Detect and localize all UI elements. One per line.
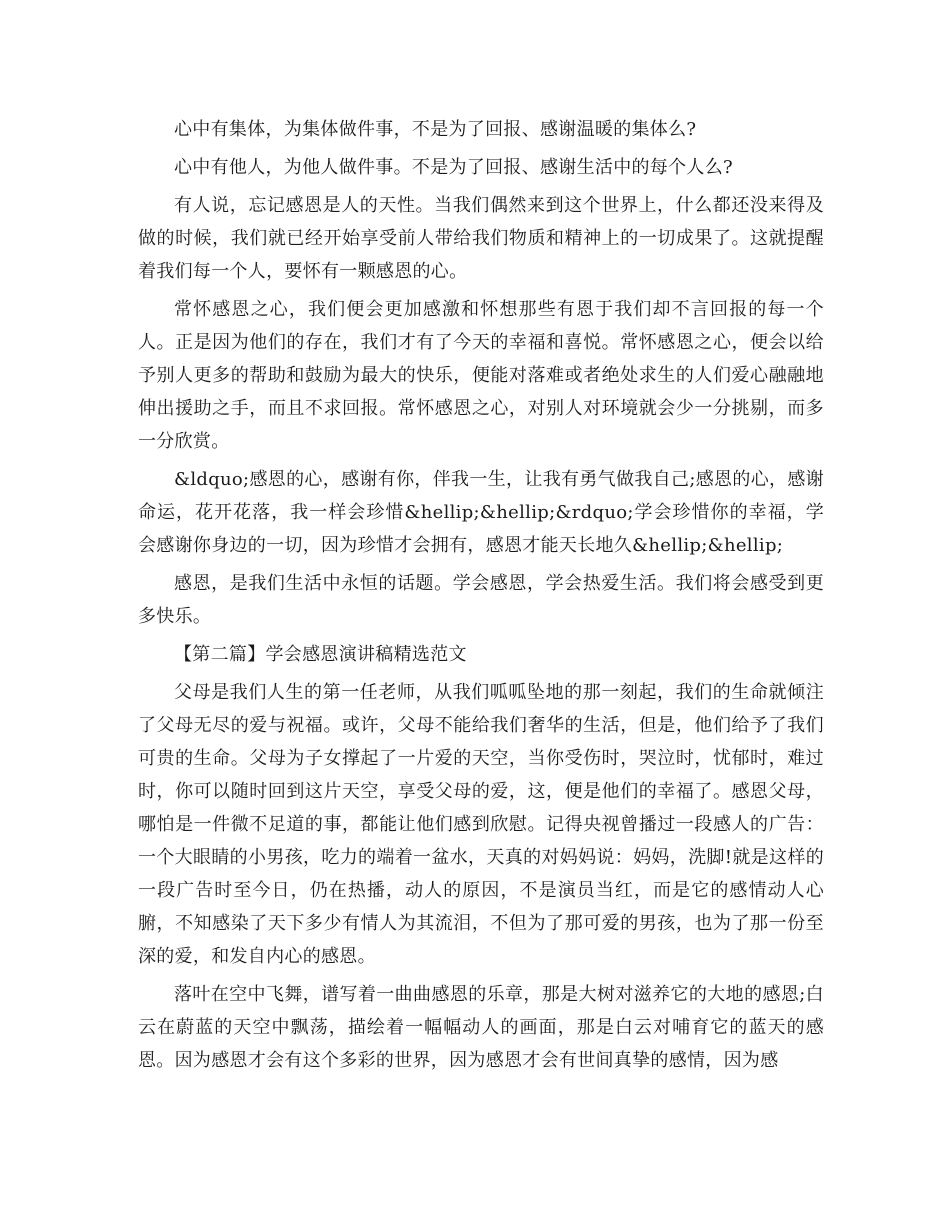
section-heading: 【第二篇】学会感恩演讲稿精选范文 — [174, 644, 467, 665]
section-paragraph-2: 落叶在空中飞舞，谱写着一曲曲感恩的乐章，那是大树对滋养它的大地的感恩;白云在蔚蓝的天空中飘荡，描绘着一幅幅动人的画面，那是白云对哺育它的蓝天的感恩。因为感恩才会有这个多彩的世界，因为感恩才会有世间真挚的感情，因为感 — [138, 984, 824, 1071]
paragraph-1: 心中有集体，为集体做件事，不是为了回报、感谢温暖的集体么? — [174, 119, 697, 140]
paragraph-2: 心中有他人，为他人做件事。不是为了回报、感谢生活中的每个人么? — [174, 157, 733, 178]
paragraph-6: 感恩，是我们生活中永恒的话题。学会感恩，学会热爱生活。我们将会感受到更多快乐。 — [138, 573, 824, 627]
section-paragraph-1: 父母是我们人生的第一任老师，从我们呱呱坠地的那一刻起，我们的生命就倾注了父母无尽的爱与祝福。或许，父母不能给我们奢华的生活，但是，他们给予了我们可贵的生命。父母为子女撑起了一片爱的天空，当你受伤时，哭泣时，忧郁时，难过时，你可以随时回到这片天空，享受父母的爱，这，便是他们的幸福了。感恩父母，哪怕是一件微不足道的事，都能让他们感到欣慰。记得央视曾播过一段感人的广告：一个大眼睛的小男孩，吃力的端着一盆水，天真的对妈妈说：妈妈，洗脚!就是这样的一段广告时至今日，仍在热播，动人的原因，不是演员当红，而是它的感情动人心腑，不知感染了天下多少有情人为其流泪，不但为了那可爱的男孩，也为了那一份至深的爱，和发自内心的感恩。 — [138, 682, 824, 967]
paragraph-5: &ldquo;感恩的心，感谢有你，伴我一生，让我有勇气做我自己;感恩的心，感谢命运，花开花落，我一样会珍惜&hellip;&hellip;&rdquo;学会珍惜你的幸福，学会感谢你身边的一切，因为珍惜才会拥有，感恩才能天长地久&hellip;&hellip; — [138, 469, 824, 556]
document-page — [138, 113, 824, 1082]
paragraph-4: 常怀感恩之心，我们便会更加感激和怀想那些有恩于我们却不言回报的每一个人。正是因为他们的存在，我们才有了今天的幸福和喜悦。常怀感恩之心，便会以给予别人更多的帮助和鼓励为最大的快乐，便能对落难或者绝处求生的人们爱心融融地伸出援助之手，而且不求回报。常怀感恩之心，对别人对环境就会少一分挑剔，而多一分欣赏。 — [138, 299, 824, 452]
paragraph-3: 有人说，忘记感恩是人的天性。当我们偶然来到这个世界上，什么都还没来得及做的时候，我们就已经开始享受前人带给我们物质和精神上的一切成果了。这就提醒着我们每一个人，要怀有一颗感恩的心。 — [138, 195, 824, 282]
